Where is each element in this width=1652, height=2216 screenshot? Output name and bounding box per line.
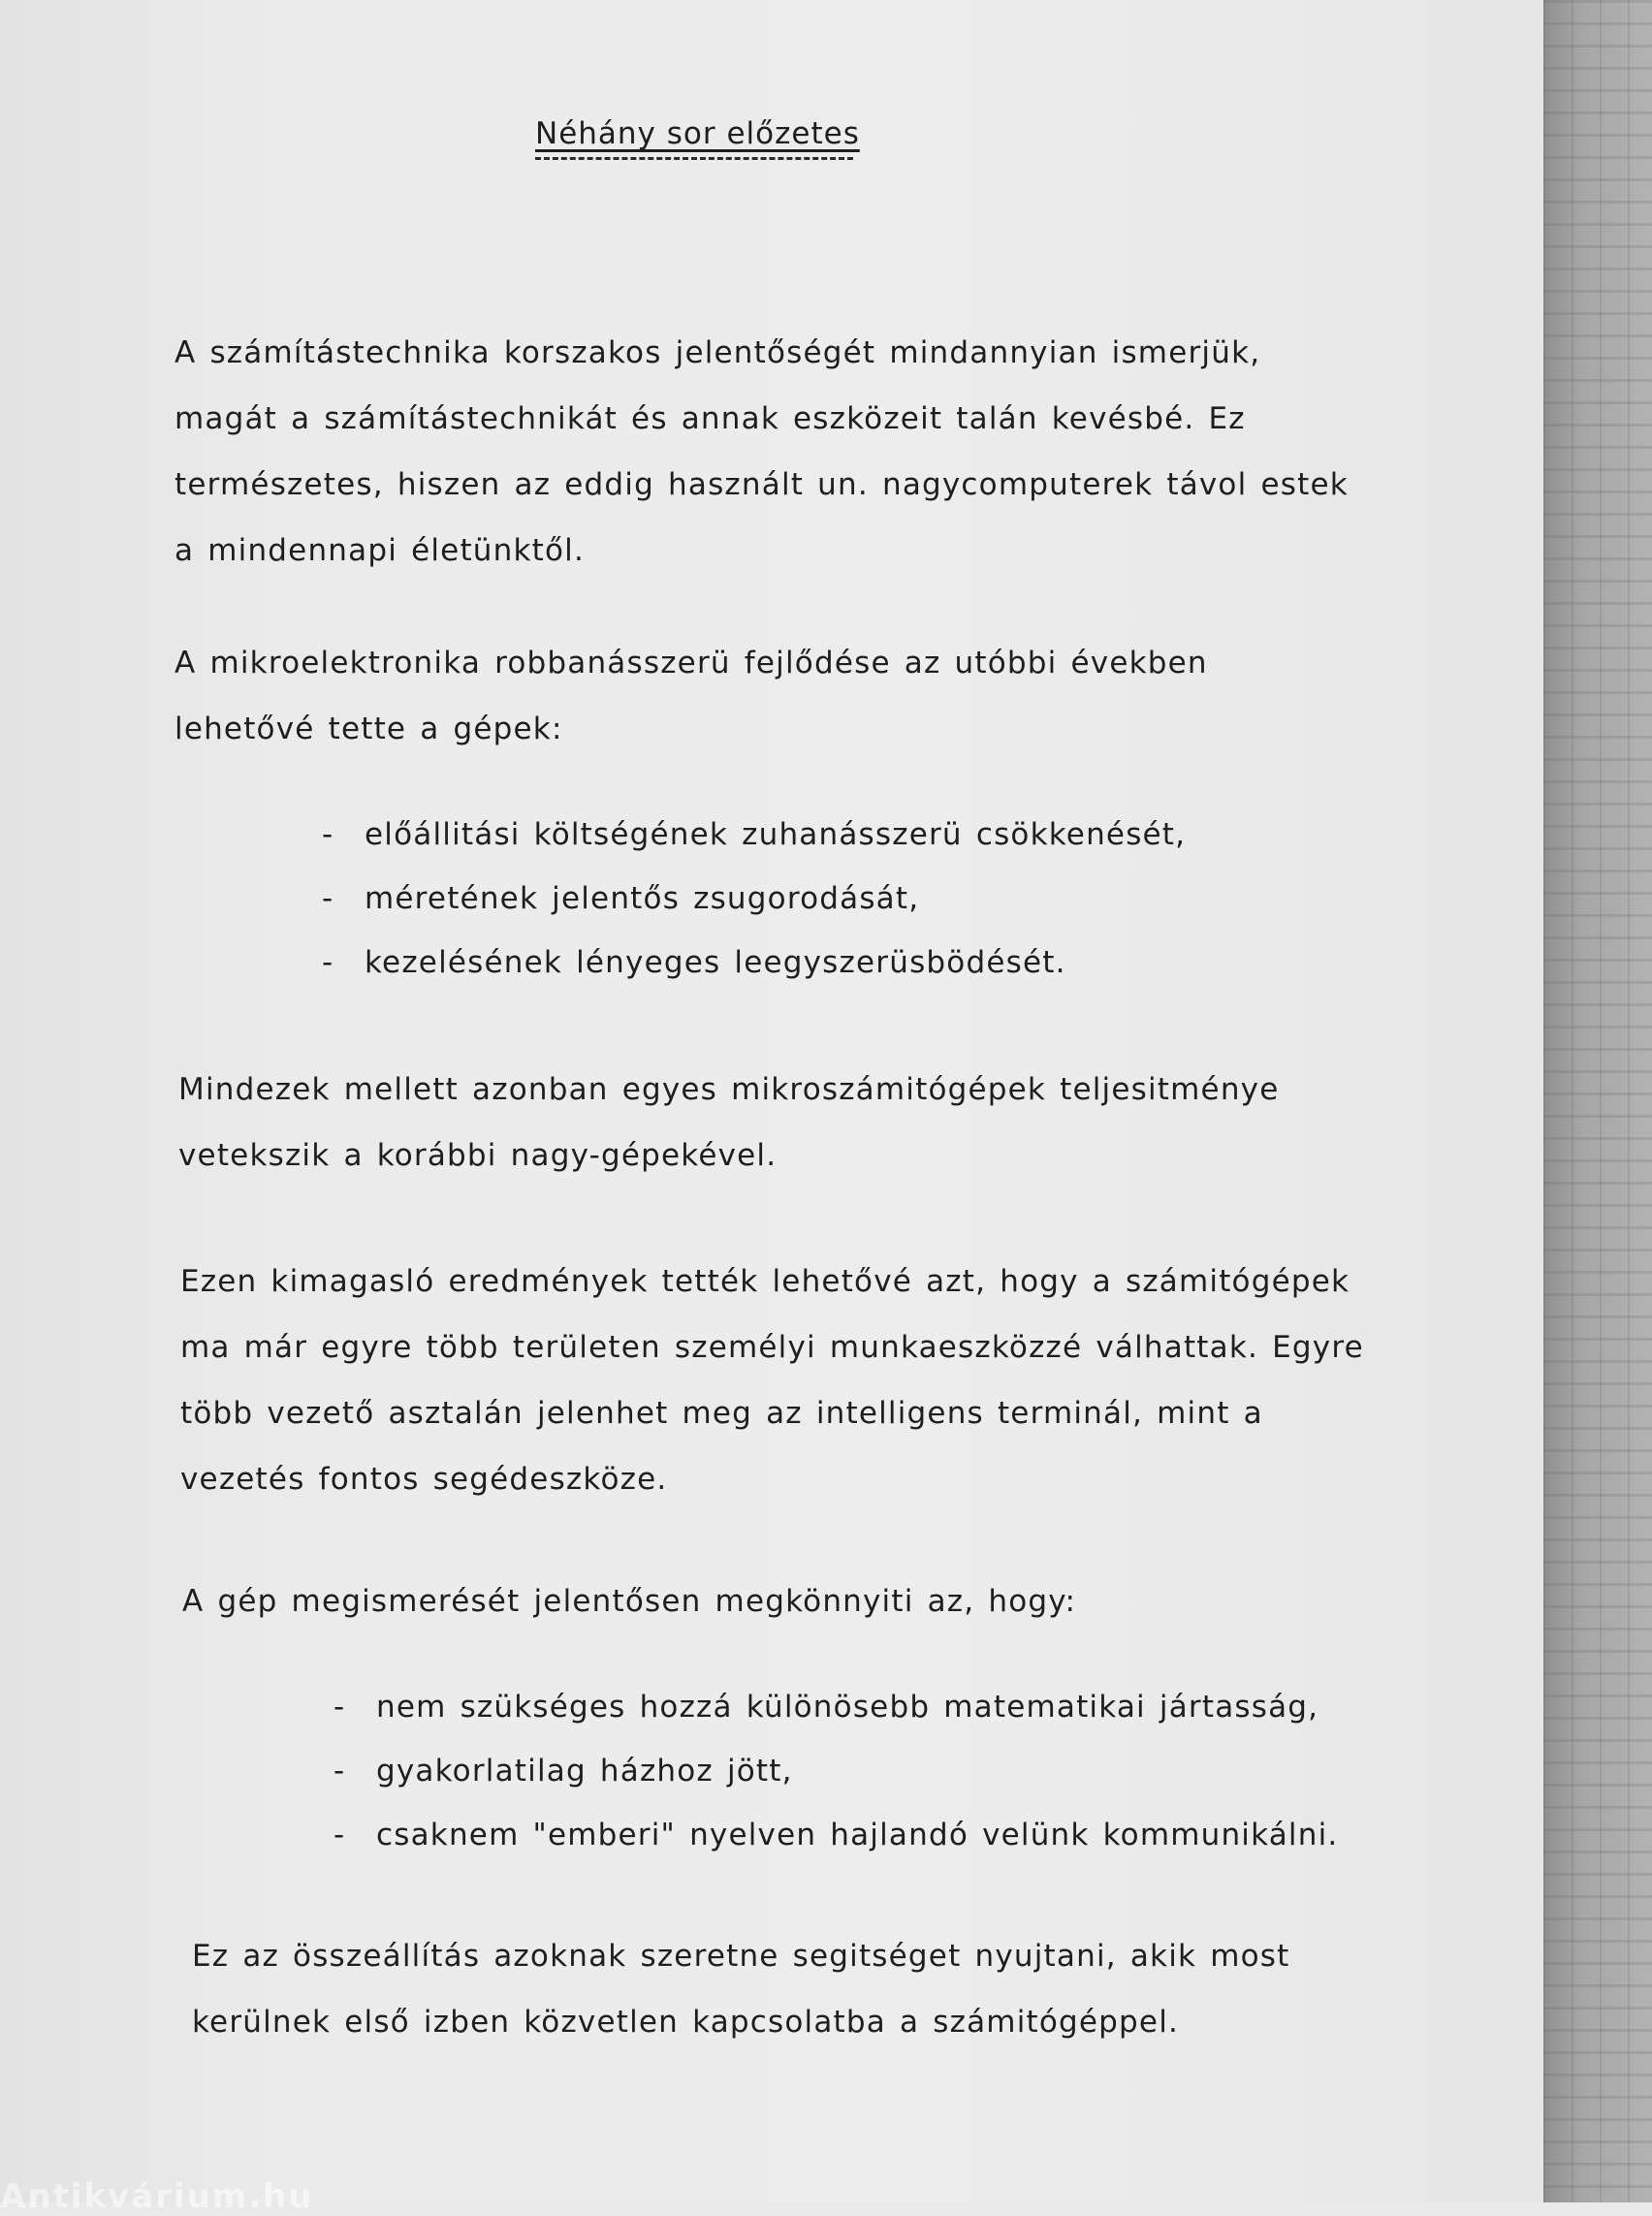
binder-edge (1543, 0, 1652, 2202)
list-marker: - (334, 1690, 346, 1725)
list-item-text: előállitási költségének zuhanásszerü csökkenését, (365, 817, 1187, 852)
list-item (322, 867, 1186, 931)
paragraph-purpose: Ez az összeállítás azoknak szeretne segitséget nyujtani, akik most kerülnek első izben közvetlen kapcsolatba a számitógéppel. (192, 1939, 1290, 2040)
list-marker: - (334, 1754, 346, 1789)
list-marker: - (322, 817, 334, 852)
paragraph-performance: Mindezek mellett azonban egyes mikroszámitógépek teljesitménye vetekszik a korábbi nagy-gépekével. (178, 1072, 1280, 1173)
list-marker: - (322, 881, 334, 916)
list-item-text: kezelésének lényeges leegyszerüsbödését. (365, 945, 1066, 980)
list-item-text: gyakorlatilag házhoz jött, (376, 1754, 793, 1789)
list-marker: - (334, 1818, 346, 1852)
paragraph-learning: A gép megismerését jelentősen megkönnyiti az, hogy: (182, 1584, 1077, 1619)
paragraph-microelectronics: A mikroelektronika robbanásszerü fejlődése az utóbbi években lehetővé tette a gépek: (175, 646, 1208, 746)
paragraph-results: Ezen kimagasló eredmények tették lehetővé azt, hogy a számitógépek ma már egyre több területen személyi munkaeszközzé válhattak. Egyre több vezető asztalán jelenhet meg az intelligens terminál, mint a vezetés fontos segédeszköze. (180, 1264, 1364, 1497)
bullet-list-ease (334, 1675, 1338, 1867)
list-item (334, 1803, 1338, 1867)
title-dashed-underline (535, 157, 853, 160)
list-item (322, 803, 1186, 867)
list-item (334, 1675, 1338, 1739)
list-item-text: nem szükséges hozzá különösebb matematikai jártasság, (376, 1690, 1319, 1725)
list-item (322, 931, 1186, 995)
bullet-list-advantages (322, 803, 1186, 995)
list-item-text: csaknem "emberi" nyelven hajlandó velünk kommunikálni. (376, 1818, 1339, 1852)
list-marker: - (322, 945, 334, 980)
paragraph-intro: A számítástechnika korszakos jelentőségét mindannyian ismerjük, magát a számítástechnikát és annak eszközeit talán kevésbé. Ez természetes, hiszen az eddig használt un. nagycomputerek távol estek a mindennapi életünktől. (175, 335, 1349, 568)
page-title: Néhány sor előzetes (535, 116, 860, 151)
list-item-text: méretének jelentős zsugorodását, (365, 881, 920, 916)
watermark: Antikvárium.hu (0, 2177, 314, 2216)
list-item (334, 1739, 1338, 1803)
